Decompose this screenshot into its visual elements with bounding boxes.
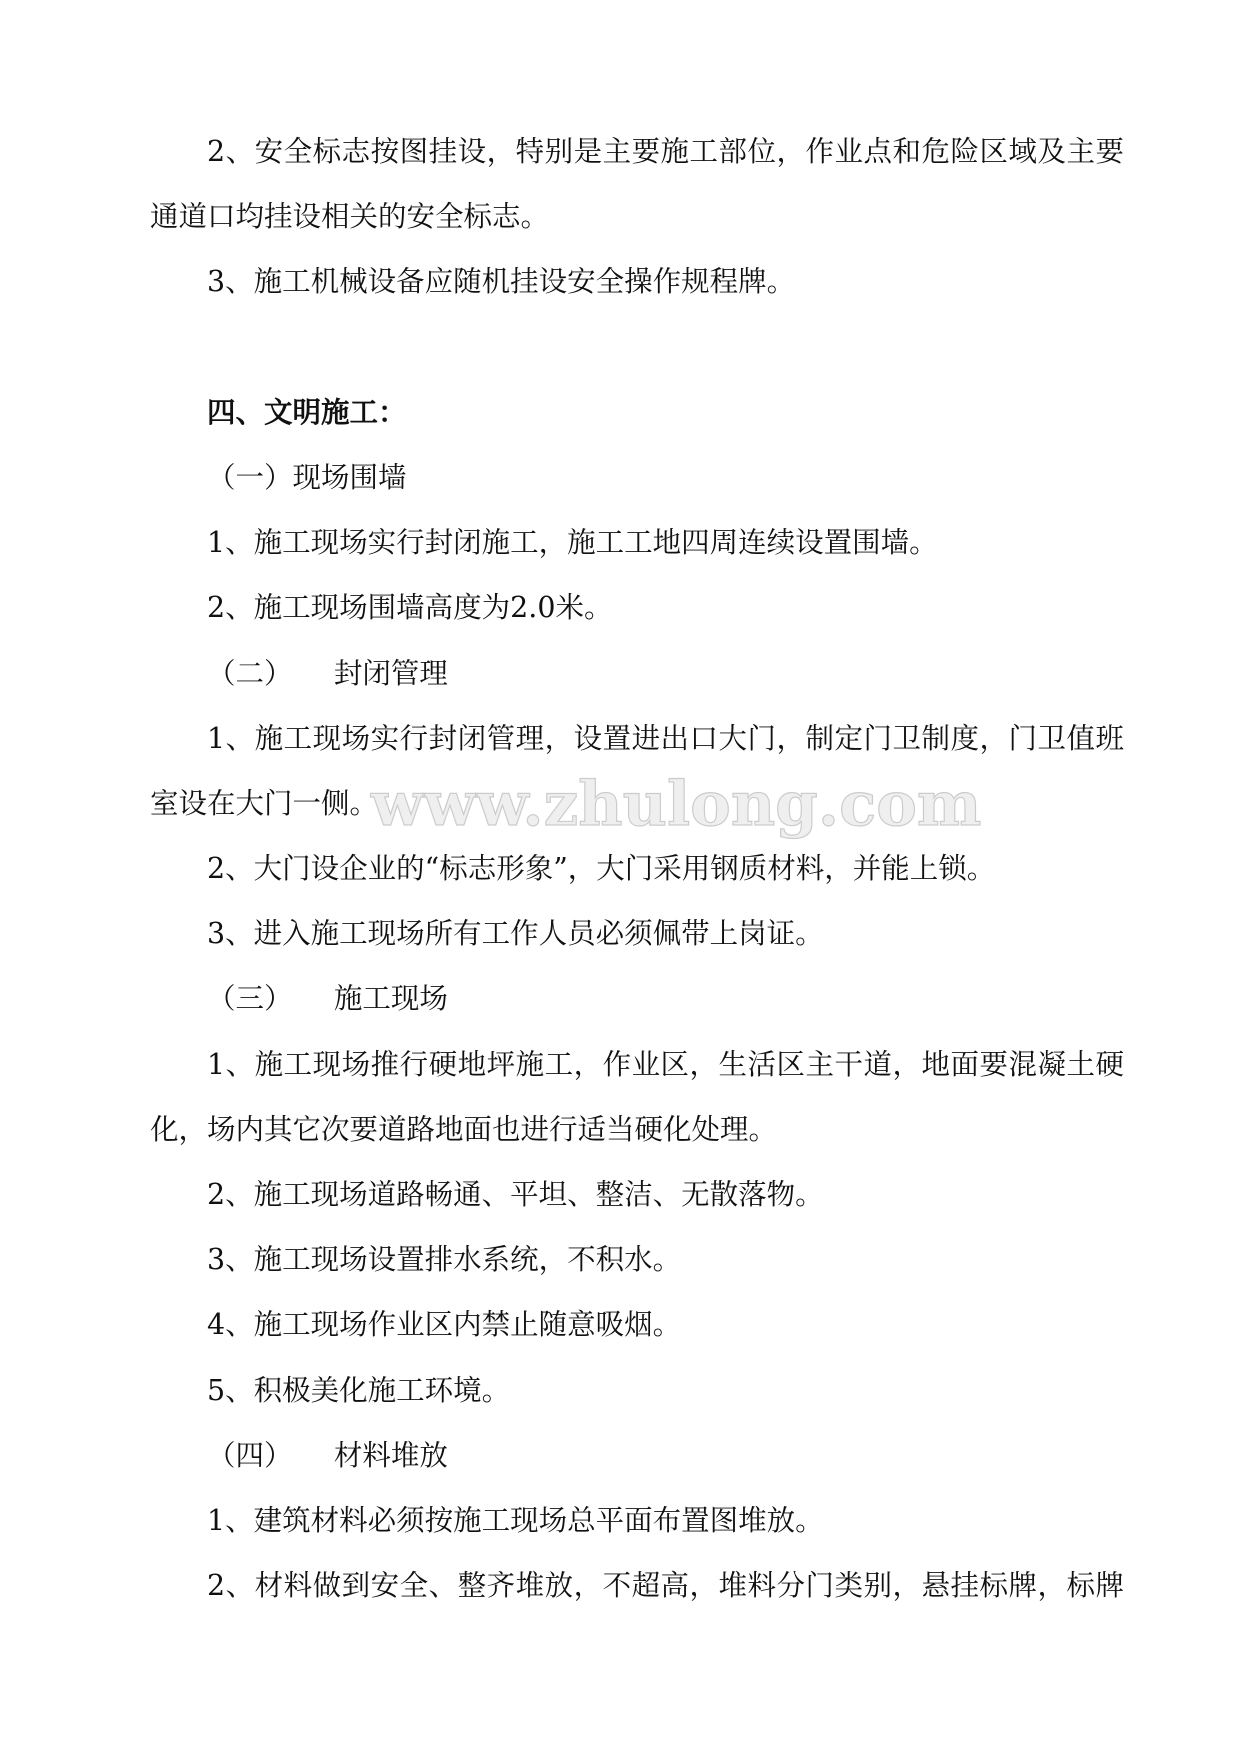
paragraph — [150, 1488, 1124, 1553]
paragraph-line: 通道口均挂设相关的安全标志。 — [150, 200, 550, 234]
paragraph — [150, 706, 1124, 840]
paragraph-line: 2、材料做到安全、整齐堆放，不超高，堆料分门类别，悬挂标牌，标牌 — [207, 1569, 1124, 1603]
subsection-heading — [150, 966, 1124, 1031]
paragraph-line: 1、建筑材料必须按施工现场总平面布置图堆放。 — [207, 1503, 824, 1537]
subsection-number: （四） — [207, 1438, 293, 1472]
paragraph-line: 1、施工现场实行封闭施工，施工工地四周连续设置围墙。 — [207, 526, 938, 560]
blank-line — [150, 315, 1124, 380]
paragraph-line: 化，场内其它次要道路地面也进行适当硬化处理。 — [150, 1112, 778, 1146]
paragraph — [150, 836, 1124, 901]
paragraph — [150, 1292, 1124, 1357]
paragraph-line: 2、安全标志按图挂设，特别是主要施工部位，作业点和危险区域及主要 — [207, 135, 1124, 168]
paragraph — [150, 1227, 1124, 1292]
paragraph-line: 3、进入施工现场所有工作人员必须佩带上岗证。 — [207, 917, 824, 951]
paragraph-line: 2、施工现场围墙高度为2.0米。 — [207, 591, 613, 625]
paragraph-line: 1、施工现场实行封闭管理，设置进出口大门，制定门卫制度，门卫值班 — [207, 721, 1124, 755]
paragraph — [150, 901, 1124, 966]
subsection-title: 施工现场 — [333, 982, 448, 1016]
paragraph-line: 3、施工机械设备应随机挂设安全操作规程牌。 — [207, 265, 796, 299]
paragraph — [150, 119, 1124, 249]
subsection-heading — [150, 641, 1124, 706]
paragraph-line: 室设在大门一侧。 — [150, 786, 379, 820]
subsection-title: 现场围墙 — [292, 460, 407, 494]
paragraph — [150, 575, 1124, 640]
subsection-heading — [150, 445, 1124, 510]
paragraph-line: 3、施工现场设置排水系统，不积水。 — [207, 1243, 682, 1277]
paragraph — [150, 249, 1124, 314]
paragraph — [150, 1162, 1124, 1227]
paragraph-line: 4、施工现场作业区内禁止随意吸烟。 — [207, 1308, 682, 1342]
paragraph — [150, 1553, 1124, 1618]
paragraph-line: 1、施工现场推行硬地坪施工，作业区，生活区主干道，地面要混凝土硬 — [207, 1047, 1124, 1081]
subsection-number: （一） — [207, 460, 293, 494]
document-body — [150, 119, 1124, 1618]
subsection-number: （三） — [207, 982, 293, 1016]
paragraph — [150, 1358, 1124, 1423]
subsection-heading — [150, 1423, 1124, 1488]
paragraph-line: 2、施工现场道路畅通、平坦、整洁、无散落物。 — [207, 1178, 824, 1211]
paragraph — [150, 1032, 1124, 1162]
watermark: www.zhulong.com — [371, 769, 982, 840]
section-heading: 四、文明施工： — [207, 394, 407, 429]
subsection-title: 封闭管理 — [333, 656, 448, 690]
paragraph-line: 5、积极美化施工环境。 — [207, 1373, 511, 1407]
paragraph — [150, 510, 1124, 575]
paragraph-line: 2、大门设企业的“标志形象”，大门采用钢质材料，并能上锁。 — [207, 852, 996, 886]
subsection-number: （二） — [207, 656, 293, 690]
subsection-title: 材料堆放 — [333, 1438, 448, 1472]
